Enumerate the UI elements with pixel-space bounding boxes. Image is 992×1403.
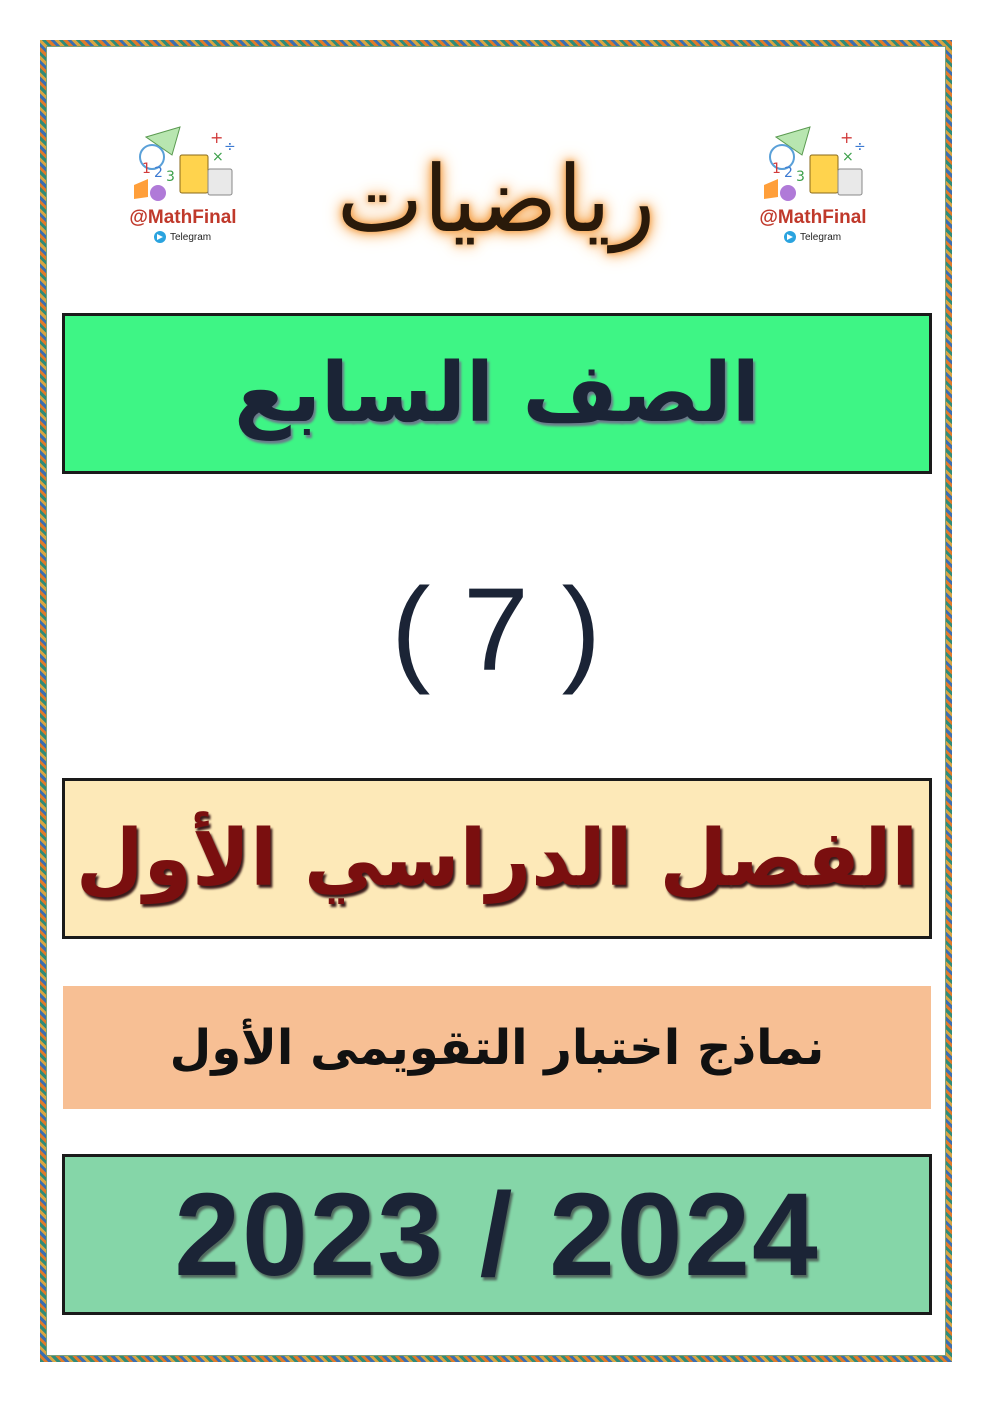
logo-platform <box>154 231 211 243</box>
svg-text:+: + <box>210 128 224 147</box>
logo-handle: @MathFinal <box>759 207 867 228</box>
grade-number: ( 7 ) <box>391 564 601 696</box>
svg-text:3: 3 <box>796 169 805 185</box>
svg-text:×: × <box>842 149 854 165</box>
grade-label: الصف السابع <box>234 346 760 441</box>
svg-text:2: 2 <box>154 165 163 181</box>
logo-handle: @MathFinal <box>129 207 237 228</box>
semester-label: الفصل الدراسي الأول <box>75 813 919 904</box>
math-collage-icon <box>128 125 238 205</box>
svg-text:1: 1 <box>142 161 151 177</box>
math-collage-icon <box>758 125 868 205</box>
subject-title: رياضيات <box>336 146 656 253</box>
telegram-icon <box>154 231 166 243</box>
svg-text:+: + <box>840 128 854 147</box>
exam-box <box>63 986 931 1109</box>
school-year: 2023 / 2024 <box>174 1168 820 1301</box>
svg-text:÷: ÷ <box>854 139 866 155</box>
semester-box <box>62 778 932 939</box>
logo-platform <box>784 231 841 243</box>
telegram-icon <box>784 231 796 243</box>
svg-text:1: 1 <box>772 161 781 177</box>
svg-text:2: 2 <box>784 165 793 181</box>
logo-left <box>118 125 248 245</box>
logo-platform-label: Telegram <box>800 231 842 243</box>
svg-text:÷: ÷ <box>224 139 236 155</box>
grade-box <box>62 313 932 474</box>
svg-text:×: × <box>212 149 224 165</box>
logo-platform-label: Telegram <box>170 231 212 243</box>
svg-text:3: 3 <box>166 169 175 185</box>
logo-right <box>748 125 878 245</box>
year-box <box>62 1154 932 1315</box>
exam-title: نماذج اختبار التقويمى الأول <box>169 1019 825 1076</box>
